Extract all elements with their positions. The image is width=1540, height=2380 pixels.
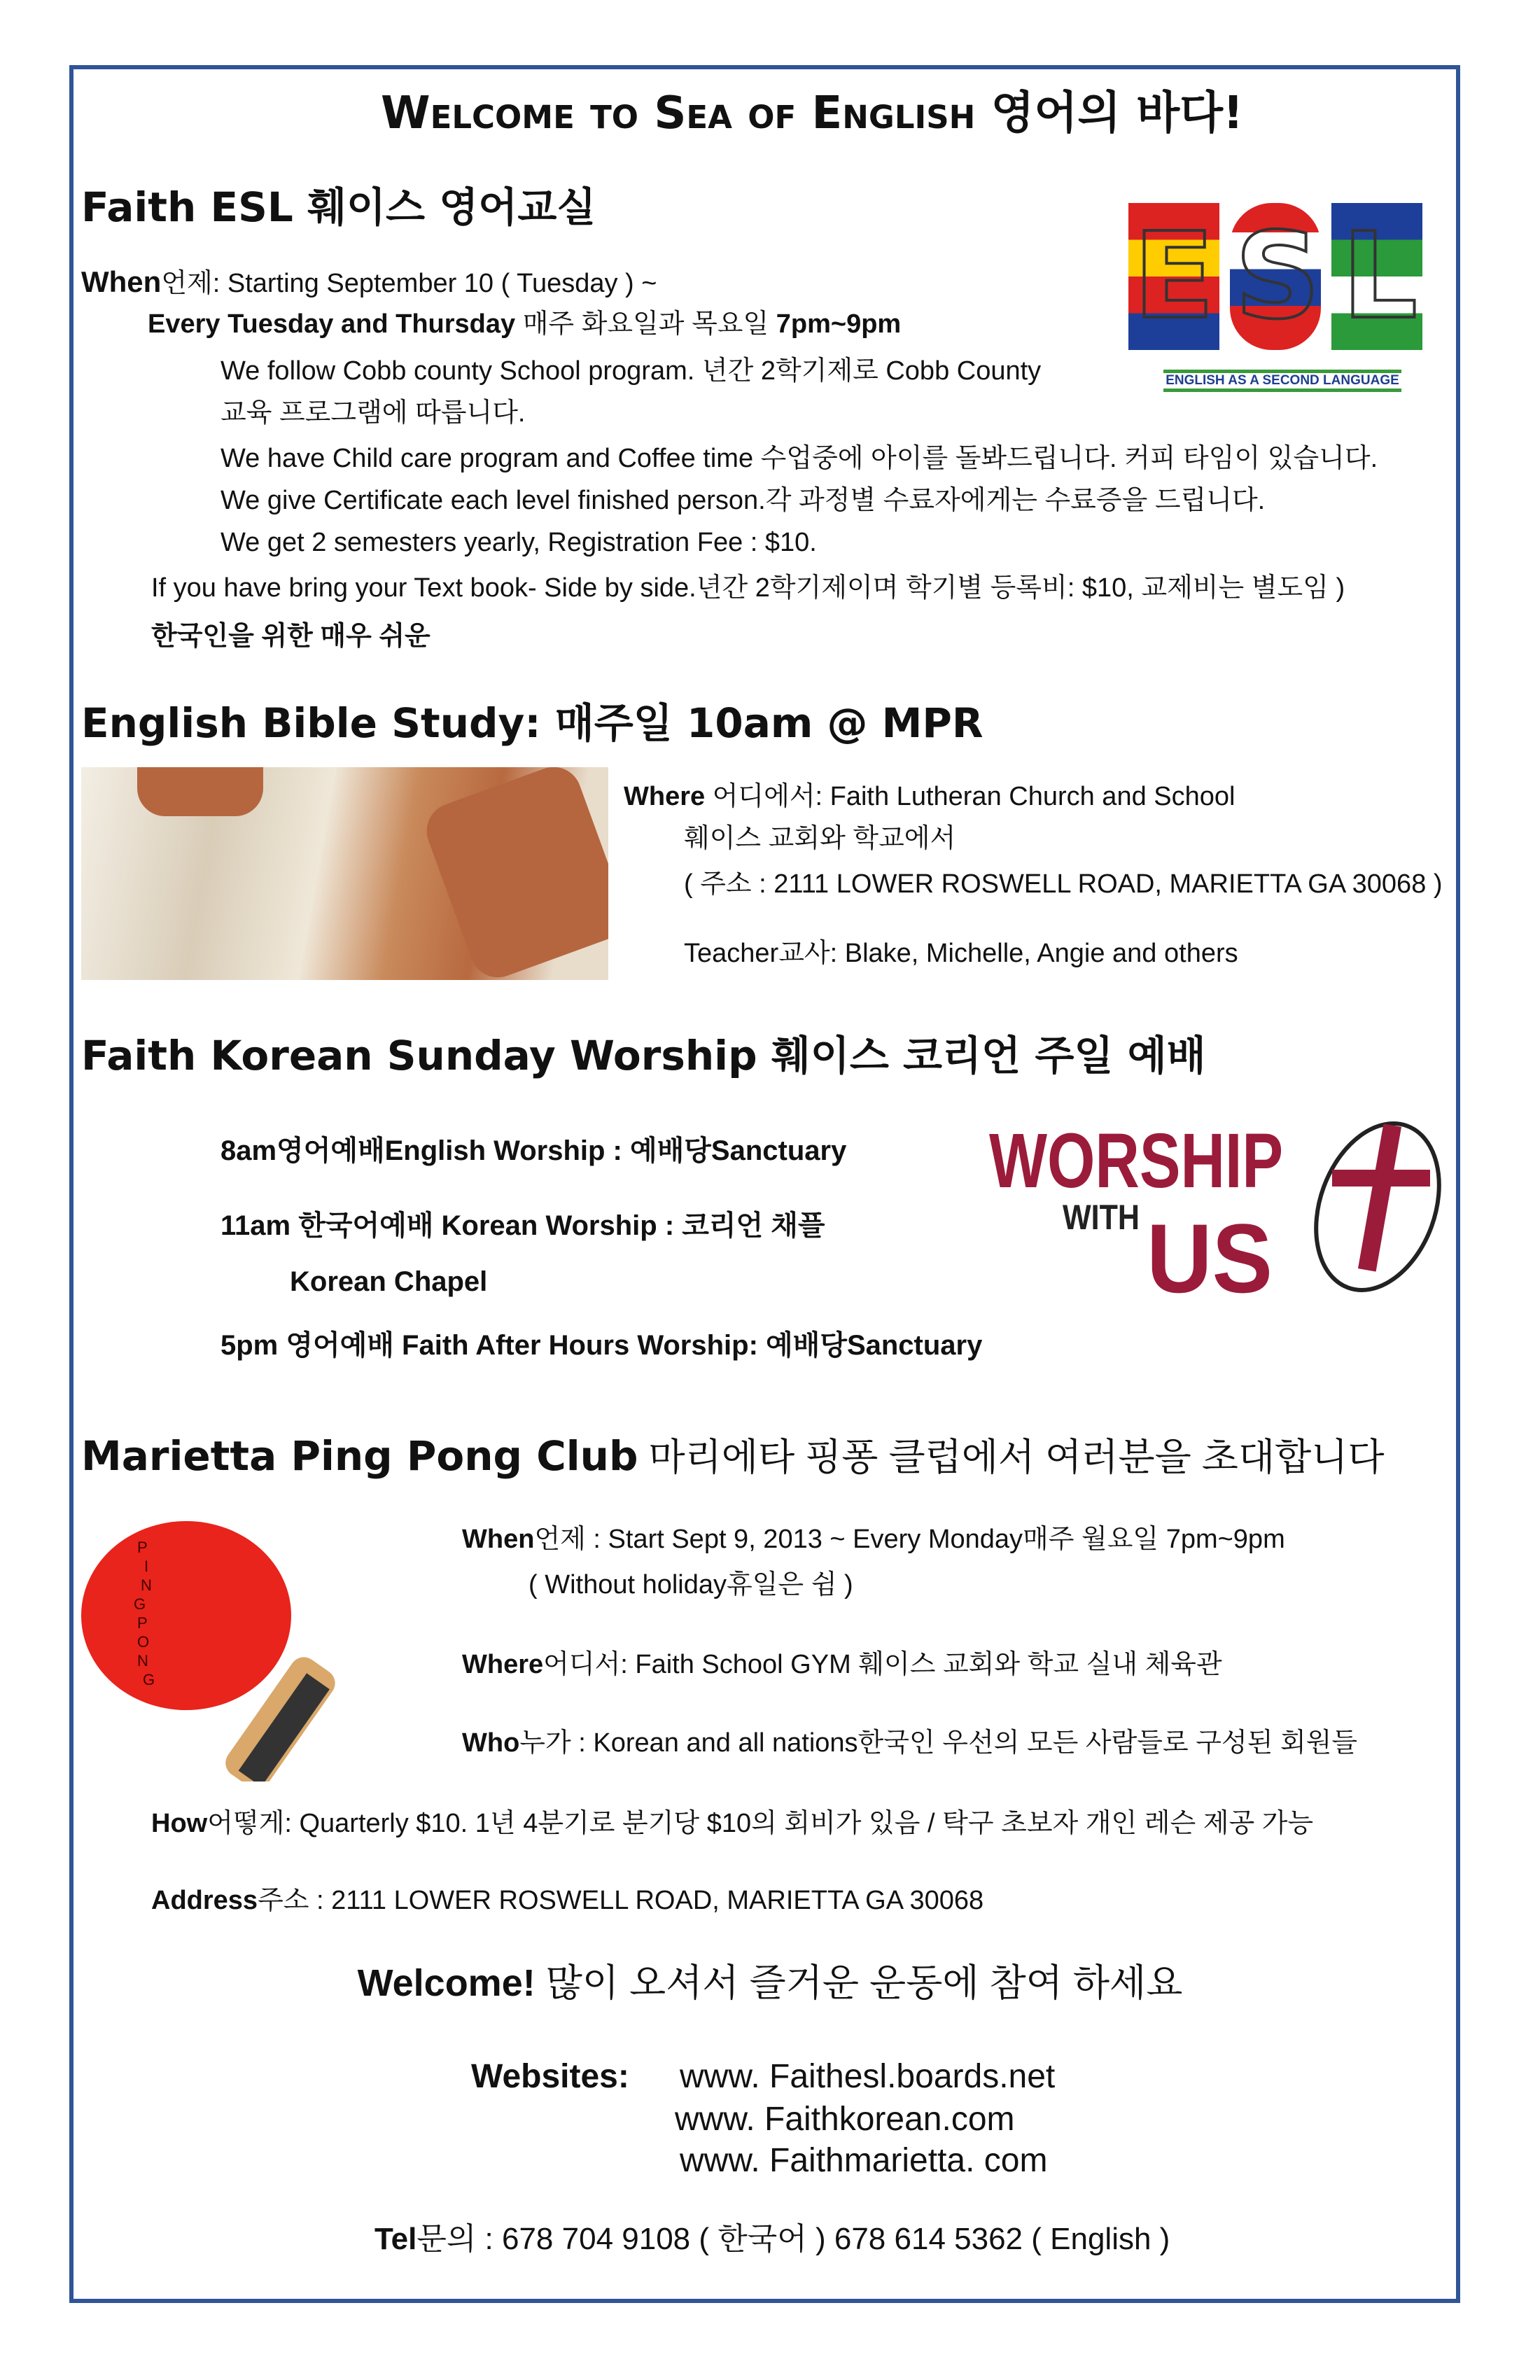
esl-korean-note: 한국인을 위한 매우 쉬운 (151, 622, 430, 651)
pingpong-when (462, 1524, 1285, 1556)
esl-logo-letter-e: E (1133, 207, 1215, 346)
esl-heading: Faith ESL 훼이스 영어교실 (81, 183, 596, 231)
worship-heading: Faith Korean Sunday Worship 훼이스 코리언 주일 예배 (81, 1032, 1206, 1079)
worship-logo-us: US (1147, 1203, 1273, 1296)
worship-service: 11am 한국어예배 Korean Worship : 코리언 채플 (220, 1210, 825, 1241)
bible-where-text: 어디에서: Faith Lutheran Church and School (705, 782, 1236, 811)
paddle-letter: I (144, 1558, 149, 1575)
telephone-line (374, 2221, 1170, 2258)
paddle-letter: O (137, 1633, 150, 1651)
esl-textbook: If you have bring your Text book- Side by side.년간 2학기제이며 학기별 등록비: $10, 교제비는 별도임 ) (151, 573, 1345, 603)
pingpong-heading-kr: 마리에타 핑퐁 클럽에서 여러분을 초대합니다 (638, 1436, 1385, 1478)
esl-when-label: When (81, 265, 162, 298)
worship-with-us-logo (989, 1117, 1446, 1296)
esl-when (81, 265, 657, 300)
pingpong-who-text: 누가 : Korean and all nations한국인 우선의 모든 사람들로 구성된 회원들 (519, 1728, 1358, 1758)
pingpong-address-text: 주소 : 2111 LOWER ROSWELL ROAD, MARIETTA GA 30068 (258, 1886, 984, 1915)
worship-logo-word: WORSHIP (989, 1118, 1283, 1204)
esl-line: 교육 프로그램에 따릅니다. (220, 398, 526, 428)
worship-service: Korean Chapel (290, 1266, 488, 1297)
pingpong-how-label: How (151, 1809, 208, 1838)
bible-where-kr: 훼이스 교회와 학교에서 (684, 824, 956, 853)
website-link[interactable]: www. Faithkorean.com (675, 2101, 1015, 2138)
pingpong-where (462, 1649, 1222, 1681)
bible-study-heading: English Bible Study: 매주일 10am @ MPR (81, 699, 983, 747)
websites-label: Websites: (471, 2058, 629, 2095)
worship-service: 5pm 영어예배 Faith After Hours Worship: 예배당Sanctuary (220, 1330, 983, 1361)
tel-label: Tel (374, 2222, 417, 2256)
welcome-kr: 많이 오셔서 즐거운 운동에 참여 하세요 (535, 1962, 1183, 2004)
esl-logo-letter-l: L (1341, 207, 1418, 346)
esl-logo (1125, 196, 1432, 396)
bible-address: ( 주소 : 2111 LOWER ROSWELL ROAD, MARIETTA GA 30068 ) (684, 869, 1443, 899)
pingpong-address (151, 1885, 983, 1917)
pingpong-how-text: 어떻게: Quarterly $10. 1년 4분기로 분기당 $10의 회비가 있음 / 탁구 초보자 개인 레슨 제공 가능 (207, 1809, 1314, 1838)
esl-line: We get 2 semesters yearly, Registration Fee : $10. (220, 528, 817, 557)
esl-line: We follow Cobb county School program. 년간 2학기제로 Cobb County (220, 356, 1042, 386)
esl-logo-caption: ENGLISH AS A SECOND LANGUAGE (1163, 370, 1401, 392)
welcome-line (0, 1961, 1540, 2006)
bible-where-label: Where (624, 782, 706, 811)
bible-teacher: Teacher교사: Blake, Michelle, Angie and others (684, 939, 1238, 968)
website-link[interactable]: www. Faithesl.boards.net (680, 2058, 1056, 2095)
website-link[interactable]: www. Faithmarietta. com (680, 2142, 1048, 2179)
pingpong-heading-en: Marietta Ping Pong Club (81, 1432, 638, 1480)
paddle-letter: P (137, 1539, 148, 1556)
paddle-letter: P (137, 1614, 148, 1632)
esl-schedule-kr: 매주 화요일과 목요일 (515, 309, 776, 339)
esl-schedule-days: Every Tuesday and Thursday (148, 309, 516, 339)
paddle-letter: G (143, 1671, 155, 1688)
paddle-letter: G (134, 1595, 146, 1613)
esl-schedule-time: 7pm~9pm (776, 309, 902, 339)
pingpong-where-text: 어디서: Faith School GYM 훼이스 교회와 학교 실내 체육관 (543, 1650, 1222, 1679)
worship-service: 8am영어예배English Worship : 예배당Sanctuary (220, 1135, 847, 1166)
pingpong-when-text: 언제 : Start Sept 9, 2013 ~ Every Monday매주 월요일 7pm~9pm (534, 1525, 1285, 1554)
welcome-bold: Welcome! (357, 1962, 536, 2004)
esl-schedule (148, 309, 901, 341)
bible-photo (81, 767, 608, 980)
page-title: Welcome to Sea of English 영어의 바다! (381, 88, 1244, 139)
pingpong-where-label: Where (462, 1650, 544, 1679)
pingpong-how (151, 1808, 1313, 1840)
esl-line: We give Certificate each level finished person.각 과정별 수료자에게는 수료증을 드립니다. (220, 486, 1266, 515)
pingpong-who-label: Who (462, 1728, 520, 1758)
paddle-letter: N (141, 1576, 152, 1594)
esl-when-text: 언제: Starting September 10 ( Tuesday ) ~ (161, 269, 657, 298)
worship-logo-with: WITH (1063, 1198, 1140, 1237)
pingpong-who (462, 1728, 1357, 1760)
pingpong-address-label: Address (151, 1886, 258, 1915)
pingpong-heading (81, 1432, 1385, 1481)
pingpong-when-label: When (462, 1525, 535, 1554)
bible-where (624, 781, 1235, 813)
paddle-face (81, 1521, 291, 1710)
pingpong-without-holiday: ( Without holiday휴일은 쉼 ) (528, 1570, 853, 1600)
esl-line: We have Child care program and Coffee time 수업중에 아이를 돌봐드립니다. 커피 타임이 있습니다. (220, 444, 1378, 473)
paddle-letter: N (137, 1652, 148, 1670)
esl-logo-letter-s: S (1234, 207, 1321, 346)
tel-text: 문의 : 678 704 9108 ( 한국어 ) 678 614 5362 ( English ) (416, 2222, 1170, 2256)
ping-pong-paddle-image (81, 1518, 385, 1782)
